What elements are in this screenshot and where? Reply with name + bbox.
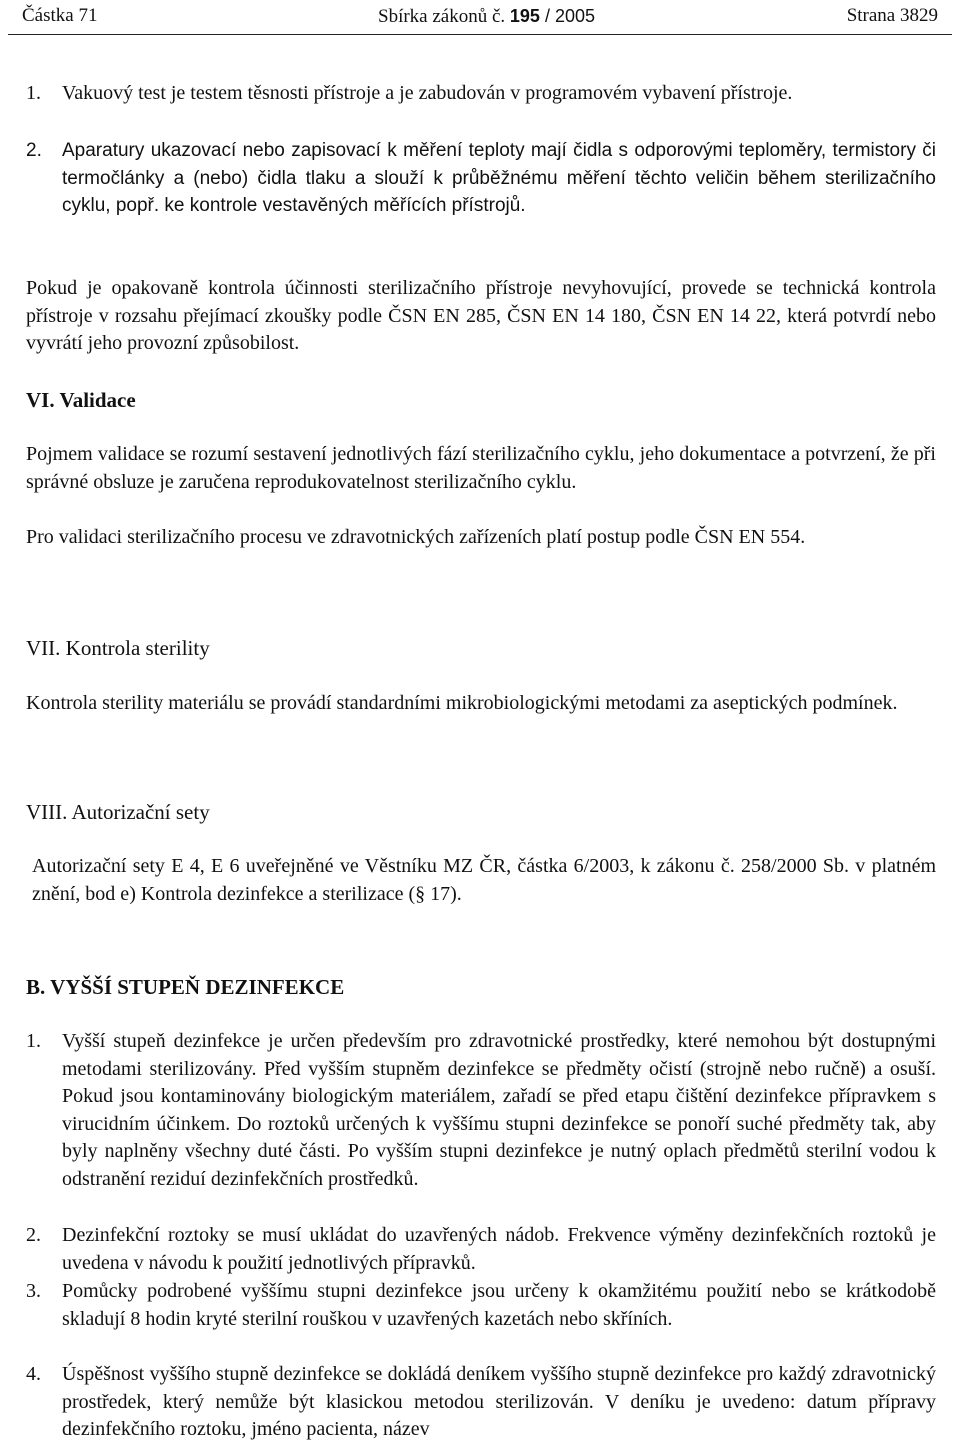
header-divider xyxy=(8,34,952,35)
list-item-text: Vakuový test je testem těsnosti přístroje a je zabudován v programovém vybavení přístroje. xyxy=(62,82,793,104)
list-item xyxy=(26,1028,936,1193)
paragraph-authorization-sets: Autorizační sety E 4, E 6 uveřejněné ve Věstníku MZ ČR, částka 6/2003, k zákonu č. 258/2000 Sb. v platném znění, bod e) Kontrola dezinfekce a sterilizace (§ 17). xyxy=(32,855,936,905)
list-item-number: 4. xyxy=(26,1363,41,1385)
header-issue: Částka 71 xyxy=(22,5,98,26)
header-page-number: Strana 3829 xyxy=(846,5,938,26)
section-heading-high-level-disinfection: B. VYŠŠÍ STUPEŇ DEZINFEKCE xyxy=(26,975,345,999)
paragraph-sterility-control: Kontrola sterility materiálu se provádí standardními mikrobiologickými metodami za aseptických podmínek. xyxy=(26,692,898,714)
list-item xyxy=(26,1222,936,1277)
list-item xyxy=(26,1278,936,1333)
header-collection-number: 195 / 2005 xyxy=(509,6,596,26)
header-collection xyxy=(378,4,595,29)
list-item-number: 2. xyxy=(26,140,42,161)
paragraph-validation-procedure: Pro validaci sterilizačního procesu ve zdravotnických zařízeních platí postup podle ČSN EN 554. xyxy=(26,526,806,548)
list-item-text: Pomůcky podrobené vyššímu stupni dezinfekce jsou určeny k okamžitému použití nebo se krátkodobě skladují 8 hodin kryté sterilní rouškou v uzavřených kazetách nebo skříních. xyxy=(62,1280,936,1330)
list-item-text: Dezinfekční roztoky se musí ukládat do uzavřených nádob. Frekvence výměny dezinfekčních roztoků je uvedena v návodu k použití jednotlivých přípravků. xyxy=(62,1224,936,1274)
list-item xyxy=(26,80,936,108)
list-item xyxy=(26,1361,936,1444)
section-heading-authorization-sets: VIII. Autorizační sety xyxy=(26,800,210,824)
list-item-text: Aparatury ukazovací nebo zapisovací k měření teploty mají čidla s odporovými teploměry, termistory či termočlánky a (nebo) čidla tlaku a slouží k průběžnému měření těchto veličin během sterilizačního cyklu, popř. ke kontrole vestavěných měřících přístrojů. xyxy=(62,140,936,216)
section-heading-validation: VI. Validace xyxy=(26,388,136,412)
section-heading-sterility-control: VII. Kontrola sterility xyxy=(26,636,210,660)
list-item-number: 1. xyxy=(26,1030,41,1052)
paragraph-validation-definition: Pojmem validace se rozumí sestavení jednotlivých fází sterilizačního cyklu, jeho dokumentace a potvrzení, že při správné obsluze je zaručena reprodukovatelnost sterilizačního cyklu. xyxy=(26,443,936,493)
list-item-number: 3. xyxy=(26,1280,41,1302)
list-item-number: 1. xyxy=(26,82,41,104)
list-item xyxy=(26,137,936,220)
list-item-text: Úspěšnost vyššího stupně dezinfekce se dokládá deníkem vyššího stupně dezinfekce pro každý zdravotnický prostředek, který nemůže být klasickou metodou sterilizován. V deníku je uvedeno: datum přípravy dezinfekčního roztoku, jméno pacienta, název xyxy=(62,1363,936,1440)
page-header xyxy=(22,4,938,28)
list-item-text: Vyšší stupeň dezinfekce je určen především pro zdravotnické prostředky, které nemohou být dostupnými metodami sterilizovány. Před vyšším stupněm dezinfekce se předměty očistí (strojně nebo ručně) a osuší. Pokud jsou kontaminovány biologickým materiálem, zařadí se před etapu čištění dezinfekce přípravkem s virucidním účinkem. Do roztoků určených k vyššímu stupni dezinfekce se ponoří suché předměty tak, aby byly naplněny všechny duté části. Po vyšším stupni dezinfekce je nutný oplach předmětů sterilní vodou k odstranění reziduí dezinfekčních prostředků. xyxy=(62,1030,936,1190)
header-collection-label: Sbírka zákonů č. xyxy=(378,6,506,27)
list-item-number: 2. xyxy=(26,1224,41,1246)
paragraph-repeated-control: Pokud je opakovaně kontrola účinnosti sterilizačního přístroje nevyhovující, provede se technická kontrola přístroje v rozsahu přejímací zkoušky podle ČSN EN 285, ČSN EN 14 180, ČSN EN 14 22, která potvrdí nebo vyvrátí jeho provozní způsobilost. xyxy=(26,277,936,354)
